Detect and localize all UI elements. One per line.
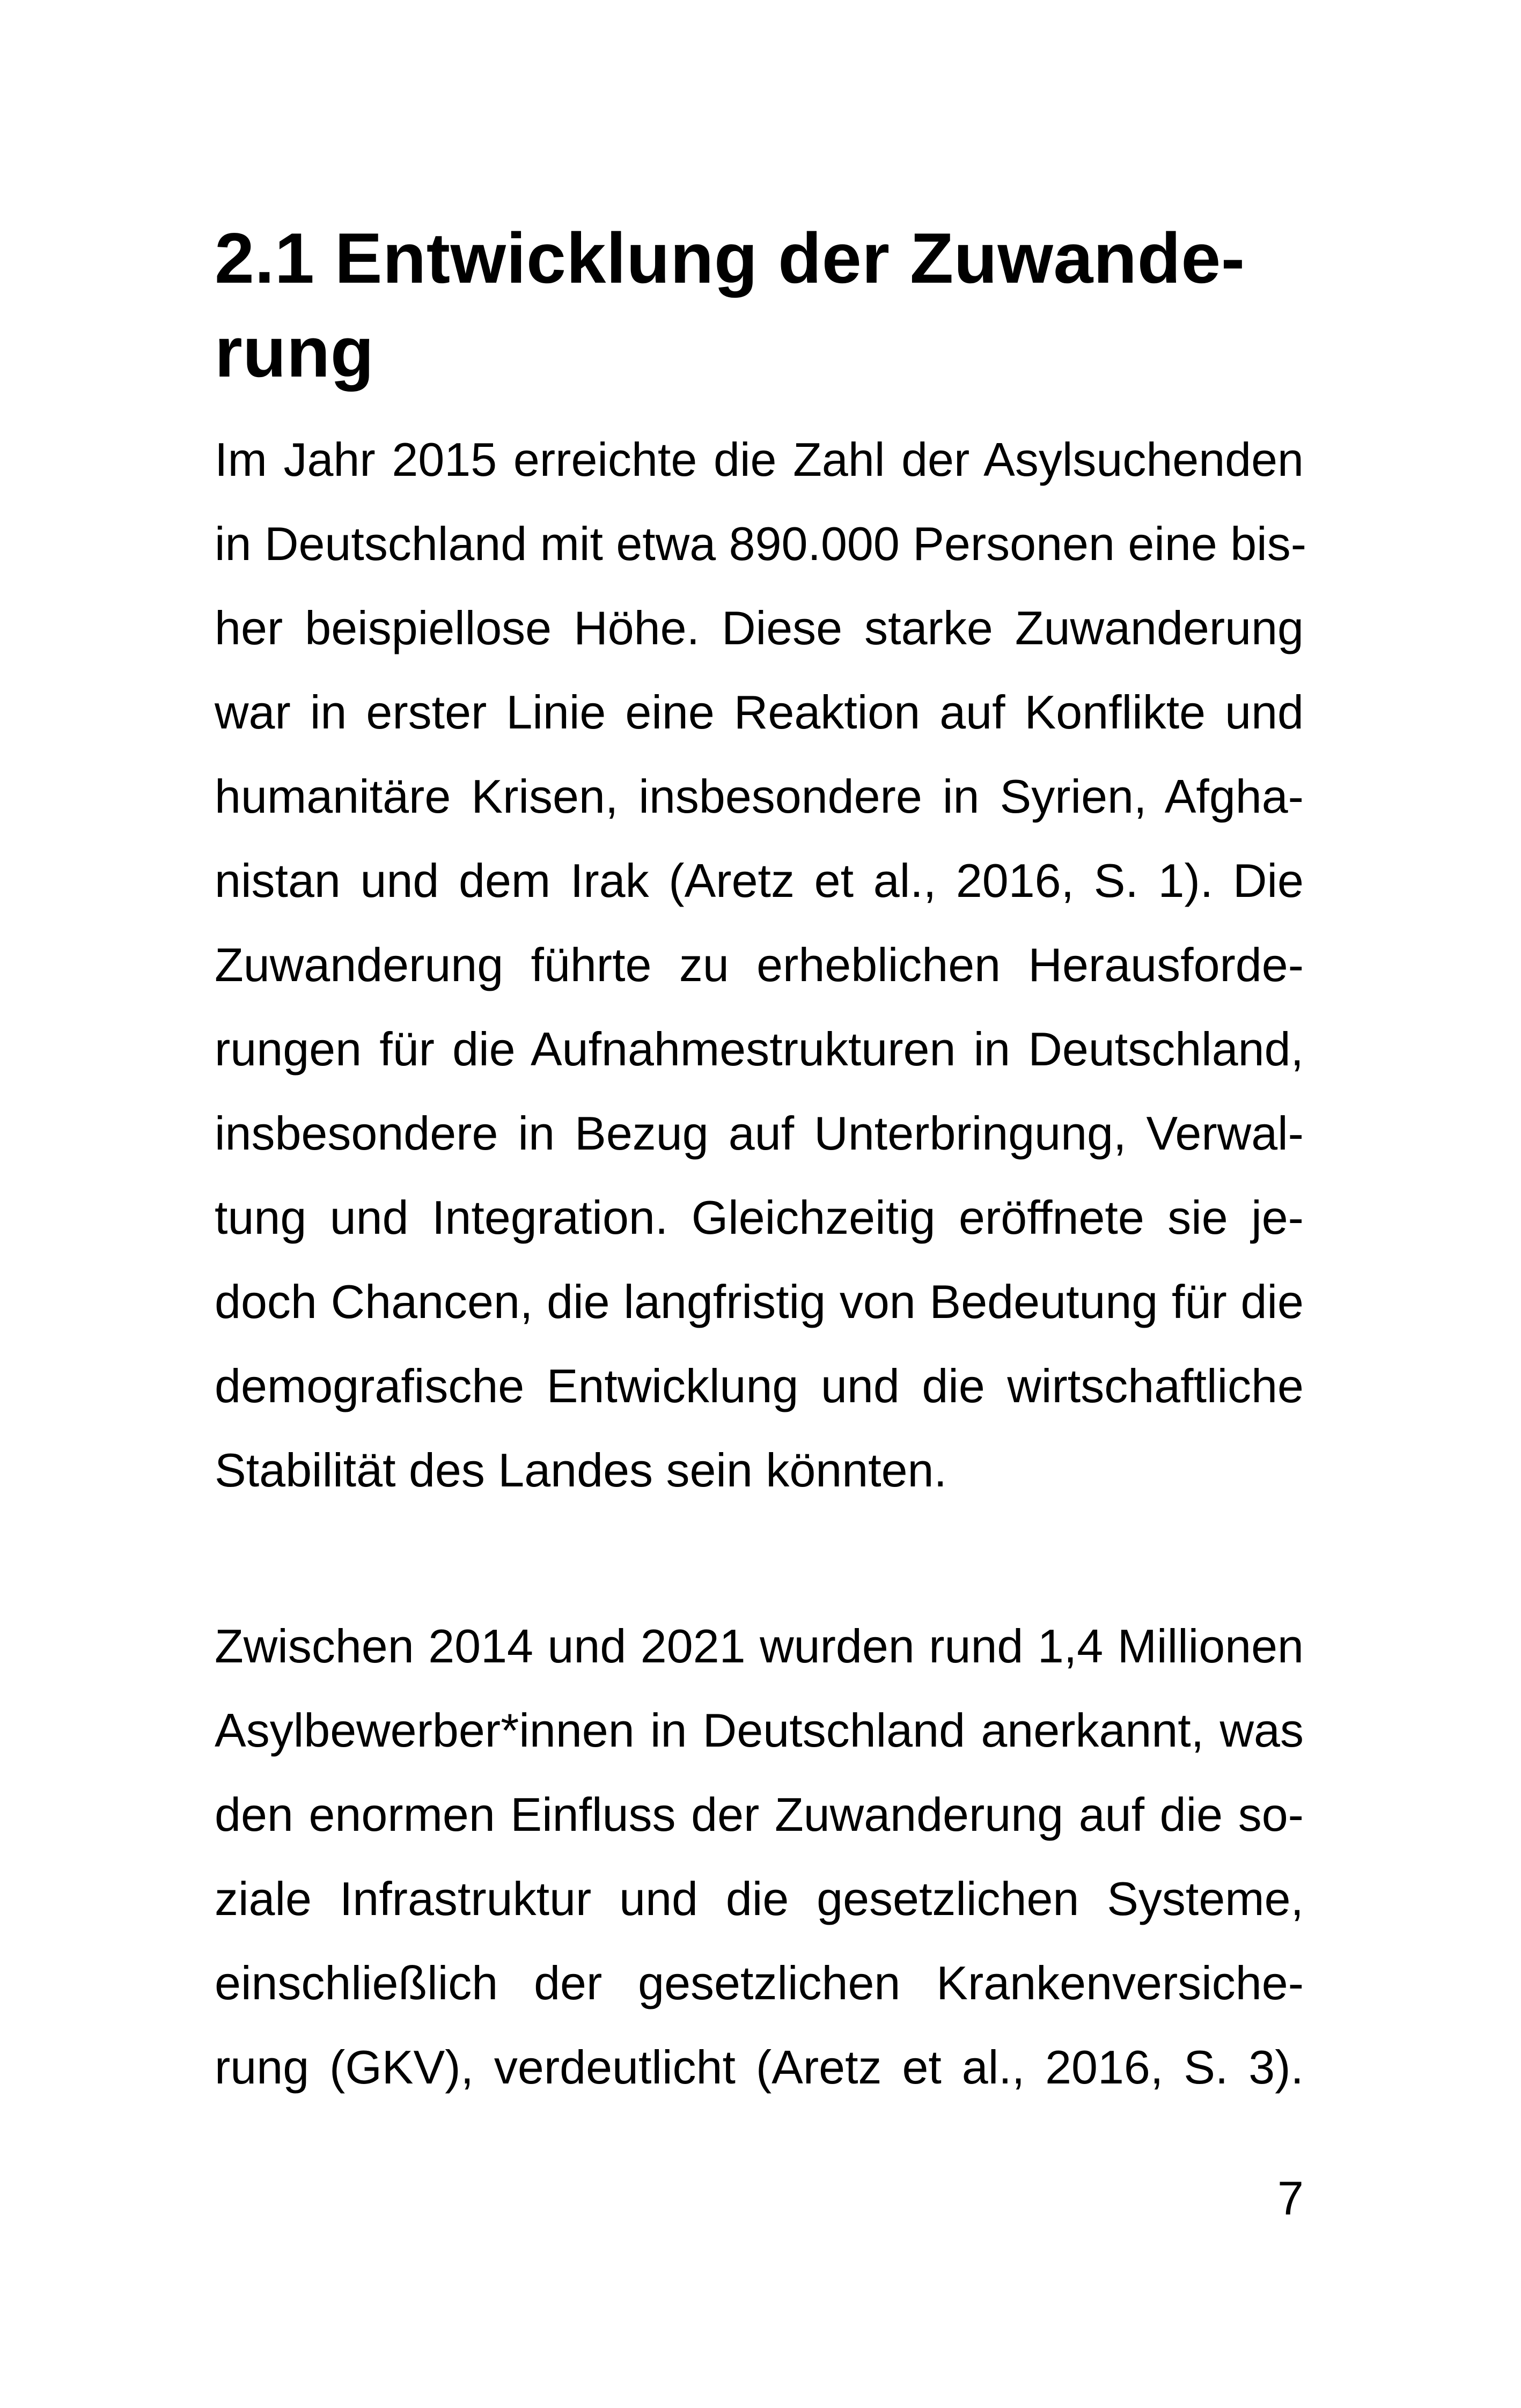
text-line: demografische Entwicklung und die wirtschaftliche	[215, 1359, 1304, 1412]
text-line: rungen für die Aufnahmestrukturen in Deutschland,	[215, 1022, 1304, 1076]
text-line: her beispiellose Höhe. Diese starke Zuwanderung	[215, 601, 1304, 654]
text-line: Zuwanderung führte zu erheblichen Herausforde-	[215, 938, 1304, 991]
page-number: 7	[1277, 2171, 1304, 2225]
text-line: tung und Integration. Gleichzeitig eröffnete sie je-	[215, 1191, 1304, 1244]
text-line: Im Jahr 2015 erreichte die Zahl der Asylsuchenden	[215, 433, 1304, 486]
text-line: doch Chancen, die langfristig von Bedeutung für die	[215, 1275, 1304, 1328]
text-line: Stabilität des Landes sein könnten.	[215, 1444, 947, 1497]
text-line: einschließlich der gesetzlichen Krankenversiche-	[215, 1956, 1304, 2009]
heading-line: 2.1 Entwicklung der Zuwande-	[215, 219, 1245, 298]
text-line: war in erster Linie eine Reaktion auf Konflikte und	[215, 686, 1304, 739]
text-line: humanitäre Krisen, insbesondere in Syrien, Afgha-	[215, 770, 1304, 823]
section-heading	[215, 212, 1304, 400]
text-line: insbesondere in Bezug auf Unterbringung, Verwal-	[215, 1107, 1304, 1160]
text-line: in Deutschland mit etwa 890.000 Personen eine bis-	[215, 517, 1306, 570]
text-line: Asylbewerber*innen in Deutschland anerkannt, was	[215, 1704, 1304, 1757]
text-line: ziale Infrastruktur und die gesetzlichen Systeme,	[215, 1872, 1304, 1925]
text-line: Zwischen 2014 und 2021 wurden rund 1,4 Millionen	[215, 1619, 1304, 1673]
body-paragraph	[215, 1604, 1304, 2109]
text-line: nistan und dem Irak (Aretz et al., 2016, S. 1). Die	[215, 854, 1304, 907]
body-paragraph	[215, 417, 1304, 1512]
heading-line: rung	[215, 313, 374, 392]
text-line: den enormen Einfluss der Zuwanderung auf die so-	[215, 1788, 1304, 1841]
text-line: rung (GKV), verdeutlicht (Aretz et al., 2016, S. 3).	[215, 2041, 1304, 2094]
